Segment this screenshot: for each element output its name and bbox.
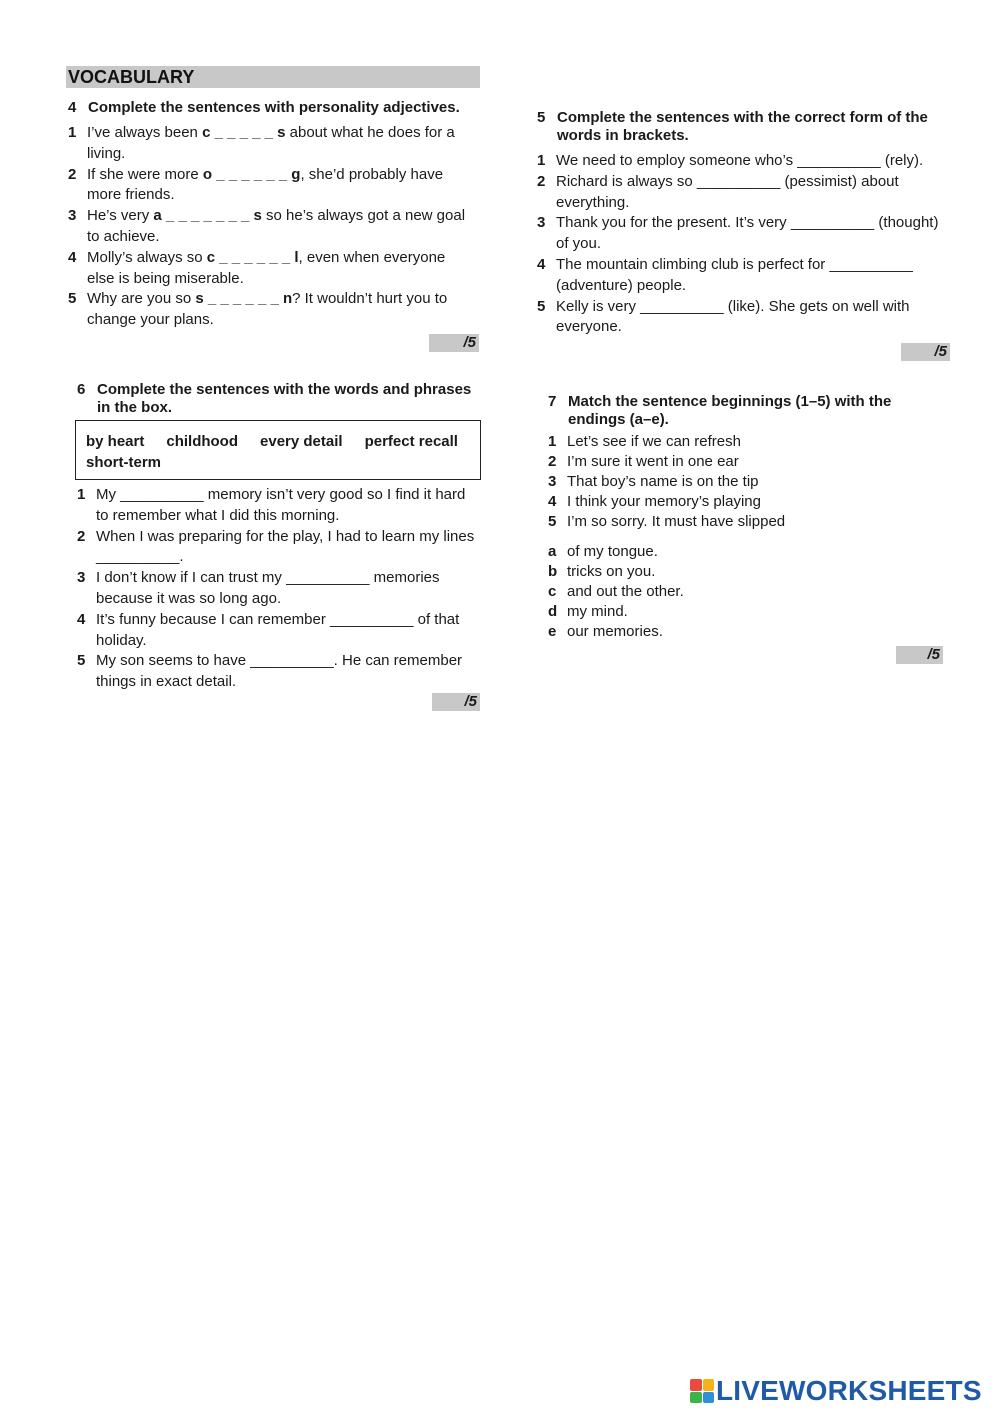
list-item: 4 I think your memory’s playing — [548, 493, 761, 510]
list-item: a of my tongue. — [548, 543, 658, 560]
q7-score: /5 — [896, 646, 943, 664]
list-item: 2 If she were more o _ _ _ _ _ _ g, she’d probably have more friends. — [68, 165, 444, 204]
list-item: 1 We need to employ someone who’s __________ (rely). — [537, 152, 924, 169]
q6-number: 6 — [77, 381, 86, 398]
list-item: 5 My son seems to have __________. He can remember things in exact detail. — [77, 652, 463, 691]
list-item: 3 That boy’s name is on the tip — [548, 473, 759, 490]
q4-instruction: Complete the sentences with personality adjectives. — [88, 99, 460, 116]
list-item: 1 My __________ memory isn’t very good so I find it hard to remember what I did this morning. — [77, 486, 466, 524]
q6-items — [75, 485, 480, 693]
q7-instruction: Match the sentence beginnings (1–5) with the endings (a–e). — [568, 393, 892, 428]
logo-text: LIVEWORKSHEETS — [716, 1375, 982, 1406]
q6-header — [77, 381, 482, 417]
q7-header — [548, 393, 928, 429]
q7-number: 7 — [548, 393, 557, 410]
list-item: 4 The mountain climbing club is perfect for __________ (adventure) people. — [537, 255, 913, 294]
box-word: short-term — [86, 454, 162, 471]
section-title: VOCABULARY — [66, 66, 480, 88]
q5-items — [535, 151, 950, 338]
list-item: 4 It’s funny because I can remember __________ of that holiday. — [77, 610, 460, 649]
list-item: 5 Why are you so s _ _ _ _ _ _ n? It wouldn’t hurt you to change your plans. — [68, 290, 448, 329]
q6-instruction: Complete the sentences with the words and phrases in the box. — [97, 381, 472, 416]
list-item: 2 Richard is always so __________ (pessimist) about everything. — [537, 172, 899, 211]
word-box — [75, 420, 481, 480]
list-item: 5 I’m so sorry. It must have slipped — [548, 513, 786, 530]
list-item: e our memories. — [548, 623, 663, 640]
q4-header — [68, 99, 480, 117]
box-word: childhood — [166, 433, 239, 450]
list-item: d my mind. — [548, 603, 628, 620]
list-item: 3 Thank you for the present. It’s very __________ (thought) of you. — [537, 214, 939, 253]
q5-header — [537, 109, 957, 145]
q6-score: /5 — [432, 693, 480, 711]
list-item: 3 I don’t know if I can trust my __________ memories because it was so long ago. — [77, 569, 440, 607]
q7-beginnings — [546, 432, 926, 532]
box-word: by heart — [86, 433, 145, 450]
q7-endings — [546, 542, 926, 642]
list-item: 5 Kelly is very __________ (like). She gets on well with everyone. — [537, 297, 910, 336]
q5-score: /5 — [901, 343, 950, 361]
list-item: 1 Let’s see if we can refresh — [548, 433, 741, 450]
q4-items — [66, 123, 476, 331]
box-word: perfect recall — [364, 433, 458, 450]
list-item: b tricks on you. — [548, 563, 656, 580]
list-item: 2 I’m sure it went in one ear — [548, 453, 739, 470]
box-word: every detail — [260, 433, 343, 450]
list-item: 1 I’ve always been c _ _ _ _ _ s about what he does for a living. — [68, 124, 455, 162]
list-item: c and out the other. — [548, 583, 684, 600]
q4-score: /5 — [429, 334, 479, 352]
q4-number: 4 — [68, 99, 77, 116]
list-item: 4 Molly’s always so c _ _ _ _ _ _ l, even when everyone else is being miserable. — [68, 248, 446, 287]
list-item: 2 When I was preparing for the play, I had to learn my lines __________. — [77, 527, 475, 566]
list-item: 3 He’s very a _ _ _ _ _ _ _ s so he’s always got a new goal to achieve. — [68, 207, 466, 245]
q5-number: 5 — [537, 109, 546, 126]
liveworksheets-logo-icon — [690, 1379, 714, 1403]
q5-instruction: Complete the sentences with the correct form of the words in brackets. — [557, 109, 928, 144]
liveworksheets-logo[interactable] — [690, 1376, 982, 1406]
